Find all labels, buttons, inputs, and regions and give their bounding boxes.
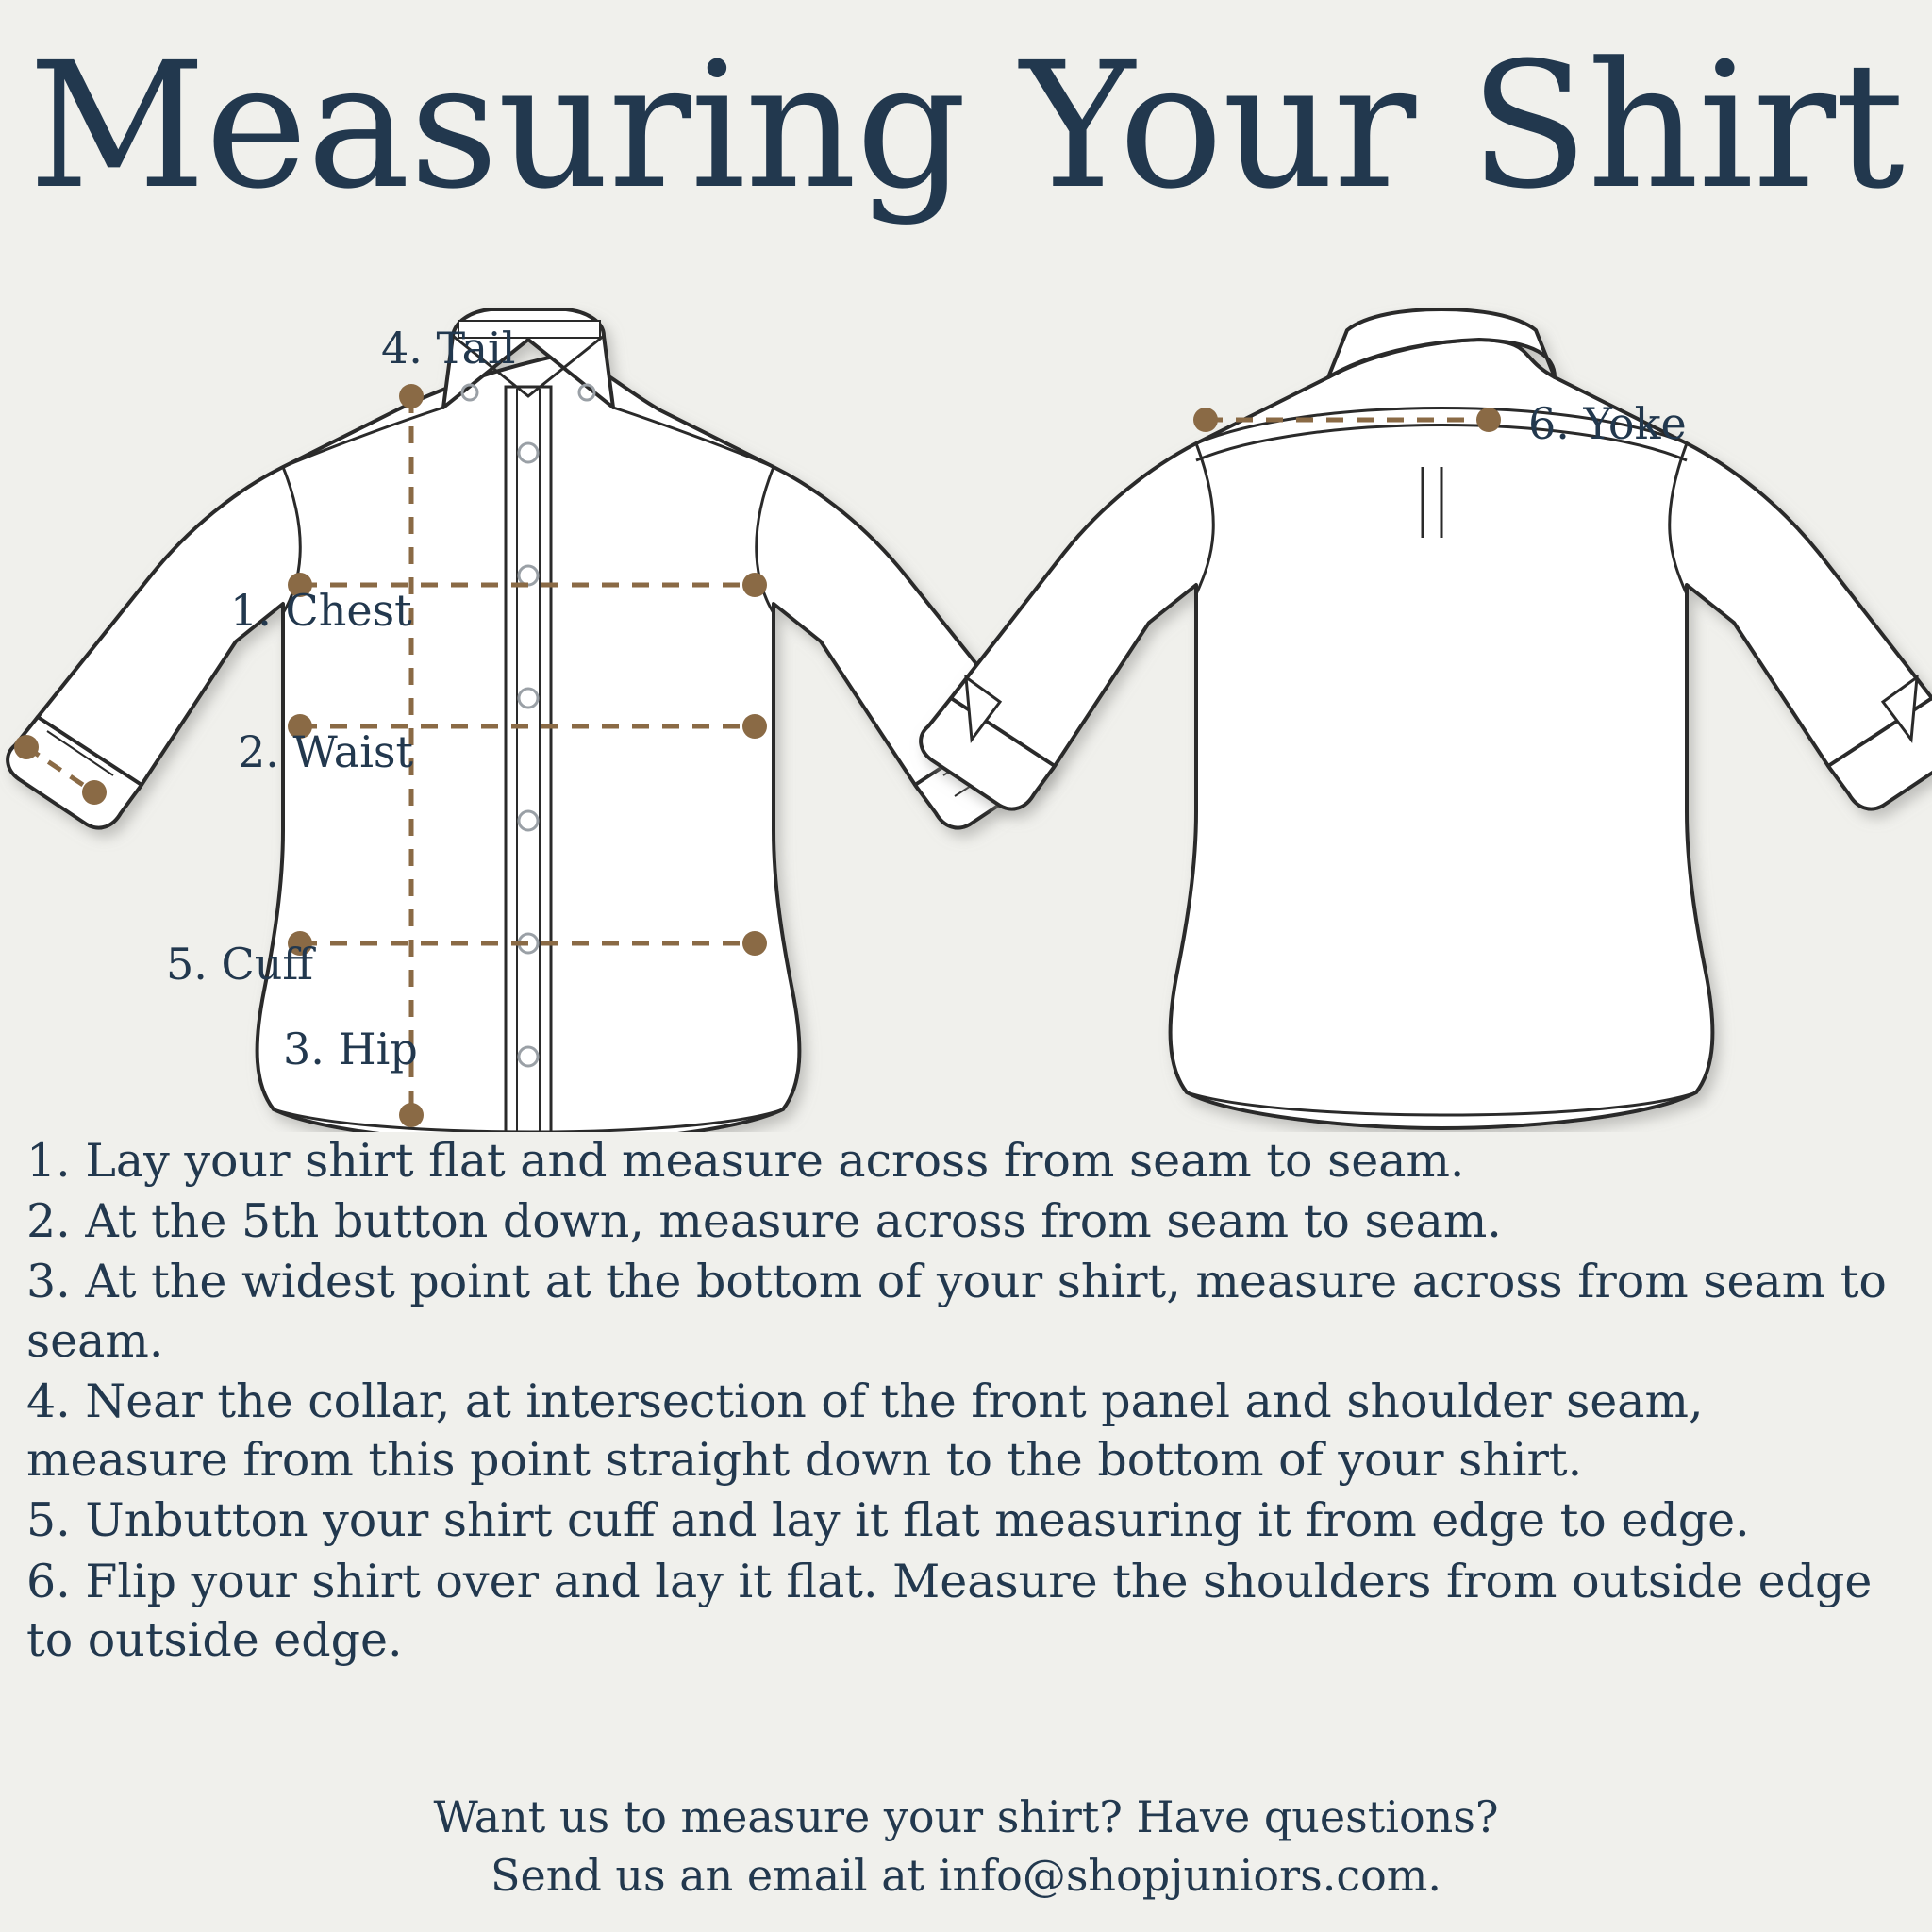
callout-tail: 4. Tail — [381, 323, 516, 374]
page-title: Measuring Your Shirt — [27, 25, 1904, 227]
footer-line-2: Send us an email at info@shopjuniors.com. — [490, 1850, 1442, 1902]
shirt-diagram — [0, 302, 1932, 1132]
footer-contact — [0, 1788, 1932, 1905]
instructions-list — [26, 1132, 1904, 1672]
front-shirt-view — [8, 309, 1049, 1132]
footer-line-1: Want us to measure your shirt? Have questions? — [433, 1791, 1499, 1842]
instruction-item-6: 6. Flip your shirt over and lay it flat. Measure the shoulders from outside edge to outside edge. — [26, 1554, 1873, 1667]
instruction-item-1: 1. Lay your shirt flat and measure across from seam to seam. — [26, 1134, 1465, 1188]
instruction-item-4: 4. Near the collar, at intersection of the front panel and shoulder seam, measure from this point straight down to the bottom of your shirt. — [26, 1374, 1704, 1488]
instruction-item-3: 3. At the widest point at the bottom of your shirt, measure across from seam to seam. — [26, 1255, 1887, 1368]
instruction-item-2: 2. At the 5th button down, measure across from seam to seam. — [26, 1194, 1502, 1249]
back-shirt-view — [921, 309, 1932, 1128]
callout-chest: 1. Chest — [230, 585, 412, 636]
callout-hip: 3. Hip — [283, 1024, 418, 1074]
instruction-item-5: 5. Unbutton your shirt cuff and lay it flat measuring it from edge to edge. — [26, 1493, 1750, 1548]
callout-waist: 2. Waist — [238, 726, 414, 777]
callout-yoke: 6. Yoke — [1528, 398, 1687, 449]
callout-cuff: 5. Cuff — [166, 939, 314, 990]
